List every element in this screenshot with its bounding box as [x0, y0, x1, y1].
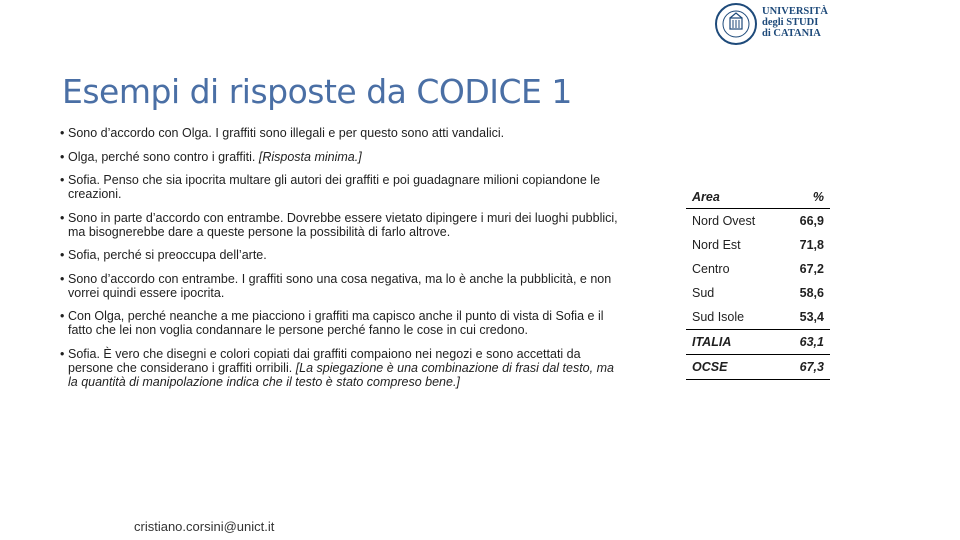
cell-area: Centro [692, 262, 730, 276]
table-row [686, 233, 830, 257]
cell-area: Sud [692, 286, 715, 300]
bullet-icon: • [60, 271, 65, 286]
cell-area: Nord Ovest [692, 214, 756, 228]
table-row [686, 257, 830, 281]
bullet-text: Con Olga, perché neanche a me piacciono i graffiti ma capisco anche il punto di vista di Sofia e il fatto che lei non voglia condannare le persone perché fanno le cose in cui credono. [68, 309, 604, 337]
list-item [58, 347, 618, 389]
bullet-icon: • [60, 173, 65, 187]
bullet-icon: • [60, 248, 65, 262]
cell-area: Nord Est [692, 238, 741, 252]
cell-area: Sud Isole [686, 305, 783, 330]
cell-pct: 67,3 [783, 355, 830, 380]
bullet-text: Sofia. È vero che disegni e colori copiati dai graffiti compaiono nei negozi e sono accettati da persone che considerano i graffiti orribili. [68, 346, 581, 375]
bullet-icon: • [60, 126, 65, 140]
cell-pct: 63,1 [783, 330, 830, 355]
table-row [686, 281, 830, 305]
cell-area: OCSE [686, 355, 783, 380]
bullet-text: Sono in parte d’accordo con entrambe. Dovrebbe essere vietato dipingere i muri dei luoghi pubblici, ma bisognerebbe dare a queste persone la possibilità di farlo altrove. [68, 210, 618, 239]
cell-pct: 67,2 [799, 262, 824, 276]
university-name [762, 6, 828, 39]
bullet-text: Sofia, perché si preoccupa dell’arte. [68, 248, 267, 262]
cell-pct: 58,6 [799, 286, 824, 300]
list-item [58, 173, 618, 201]
cell-pct: 71,8 [799, 238, 824, 252]
response-examples-list [58, 126, 618, 398]
logo-line-1: UNIVERSITÀ [762, 6, 828, 17]
bullet-text: Sono d’accordo con entrambe. I graffiti sono una cosa negativa, ma lo è anche la pubblicità, e non vorrei quindi essere ipocrita. [68, 271, 612, 300]
results-table [686, 186, 830, 380]
list-item [58, 211, 618, 239]
cell-area: ITALIA [686, 330, 783, 355]
bullet-text: Sofia. Penso che sia ipocrita multare gli autori dei graffiti e poi guadagnare milioni copiandone le creazioni. [68, 173, 601, 201]
bullet-note: [La spiegazione è una combinazione di frasi dal testo, ma la quantità di manipolazione indica che il testo è stato compreso bene.] [68, 360, 614, 389]
bullet-note: [Risposta minima.] [258, 149, 362, 164]
results-table-container [686, 186, 830, 380]
list-item [58, 150, 618, 164]
list-item [58, 272, 618, 300]
author-email: cristiano.corsini@unict.it [134, 519, 275, 534]
bullet-text: Olga, perché sono contro i graffiti. [68, 149, 256, 164]
slide-title: Esempi di risposte da CODICE 1 [62, 72, 572, 111]
list-item [58, 309, 618, 337]
bullet-text: Sono d’accordo con Olga. I graffiti sono illegali e per questo sono atti vandalici. [68, 126, 505, 140]
header-pct: % [783, 186, 830, 209]
bullet-icon: • [60, 149, 65, 164]
header-area: Area [686, 186, 783, 209]
table-row [686, 209, 830, 234]
table-row [686, 305, 830, 330]
table-header-row [686, 186, 830, 209]
bullet-icon: • [60, 309, 65, 323]
university-logo [714, 2, 834, 46]
bullet-icon: • [60, 210, 65, 225]
logo-line-2: degli STUDI [762, 17, 819, 28]
logo-line-3: di CATANIA [762, 28, 821, 39]
cell-pct: 66,9 [799, 214, 824, 228]
table-row [686, 355, 830, 380]
bullet-icon: • [60, 346, 65, 361]
cell-pct: 53,4 [783, 305, 830, 330]
list-item [58, 126, 618, 140]
list-item [58, 248, 618, 262]
university-seal-icon [714, 2, 758, 46]
table-row [686, 330, 830, 355]
